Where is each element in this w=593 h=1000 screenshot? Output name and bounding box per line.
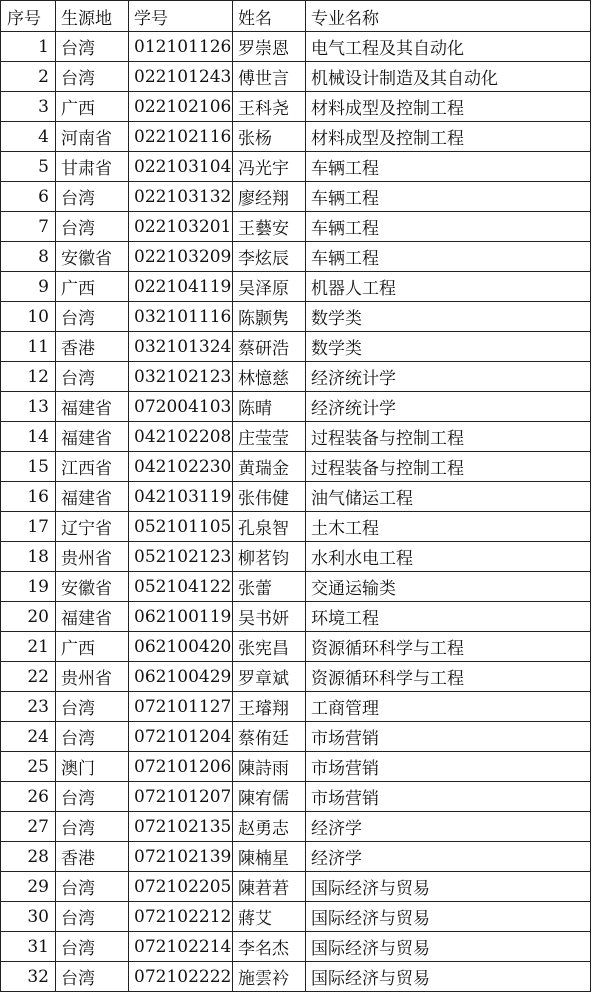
cell-name: 蔡研浩	[233, 332, 306, 362]
cell-student-id: 062100429	[129, 662, 233, 692]
table-row	[1, 902, 591, 932]
cell-student-id: 052104122	[129, 572, 233, 602]
cell-origin: 福建省	[56, 422, 129, 452]
cell-name: 冯光宇	[233, 152, 306, 182]
cell-name: 赵勇志	[233, 812, 306, 842]
cell-name: 王藝安	[233, 212, 306, 242]
cell-name: 林憶慈	[233, 362, 306, 392]
cell-index: 32	[1, 962, 56, 992]
table-row	[1, 782, 591, 812]
cell-index: 3	[1, 92, 56, 122]
cell-name: 王科尧	[233, 92, 306, 122]
cell-name: 张伟健	[233, 482, 306, 512]
cell-student-id: 072101127	[129, 692, 233, 722]
cell-index: 15	[1, 452, 56, 482]
cell-origin: 江西省	[56, 452, 129, 482]
cell-origin: 河南省	[56, 122, 129, 152]
cell-index: 2	[1, 62, 56, 92]
cell-name: 孔泉智	[233, 512, 306, 542]
cell-student-id: 072102205	[129, 872, 233, 902]
cell-student-id: 052101105	[129, 512, 233, 542]
cell-origin: 台湾	[56, 872, 129, 902]
cell-major: 环境工程	[306, 602, 591, 632]
cell-student-id: 022104119	[129, 272, 233, 302]
header-name: 姓名	[233, 1, 306, 32]
cell-origin: 辽宁省	[56, 512, 129, 542]
cell-index: 26	[1, 782, 56, 812]
cell-student-id: 072102222	[129, 962, 233, 992]
cell-origin: 甘肃省	[56, 152, 129, 182]
cell-name: 廖经翔	[233, 182, 306, 212]
cell-index: 16	[1, 482, 56, 512]
cell-name: 陳莙莙	[233, 872, 306, 902]
cell-name: 庄莹莹	[233, 422, 306, 452]
cell-origin: 香港	[56, 842, 129, 872]
cell-index: 17	[1, 512, 56, 542]
cell-major: 经济统计学	[306, 362, 591, 392]
cell-index: 30	[1, 902, 56, 932]
cell-index: 31	[1, 932, 56, 962]
cell-major: 经济统计学	[306, 392, 591, 422]
cell-origin: 台湾	[56, 812, 129, 842]
cell-origin: 香港	[56, 332, 129, 362]
cell-name: 王璿翔	[233, 692, 306, 722]
header-student-id: 学号	[129, 1, 233, 32]
cell-index: 7	[1, 212, 56, 242]
cell-major: 车辆工程	[306, 212, 591, 242]
cell-index: 20	[1, 602, 56, 632]
cell-origin: 安徽省	[56, 242, 129, 272]
cell-origin: 广西	[56, 272, 129, 302]
cell-student-id: 062100119	[129, 602, 233, 632]
table-row	[1, 152, 591, 182]
cell-name: 蔡侑廷	[233, 722, 306, 752]
header-row	[1, 1, 591, 32]
cell-major: 水利水电工程	[306, 542, 591, 572]
cell-index: 9	[1, 272, 56, 302]
cell-major: 国际经济与贸易	[306, 902, 591, 932]
table-row	[1, 392, 591, 422]
cell-index: 8	[1, 242, 56, 272]
cell-origin: 台湾	[56, 932, 129, 962]
cell-major: 国际经济与贸易	[306, 872, 591, 902]
cell-name: 陳詩雨	[233, 752, 306, 782]
cell-major: 市场营销	[306, 782, 591, 812]
cell-origin: 福建省	[56, 482, 129, 512]
cell-student-id: 062100420	[129, 632, 233, 662]
cell-student-id: 072101206	[129, 752, 233, 782]
cell-name: 傅世言	[233, 62, 306, 92]
cell-index: 27	[1, 812, 56, 842]
table-row	[1, 242, 591, 272]
cell-origin: 广西	[56, 632, 129, 662]
cell-student-id: 072102212	[129, 902, 233, 932]
cell-major: 资源循环科学与工程	[306, 662, 591, 692]
cell-major: 车辆工程	[306, 152, 591, 182]
cell-name: 陳宥儒	[233, 782, 306, 812]
cell-student-id: 042102230	[129, 452, 233, 482]
table-row	[1, 182, 591, 212]
cell-major: 过程装备与控制工程	[306, 452, 591, 482]
cell-index: 23	[1, 692, 56, 722]
cell-student-id: 042103119	[129, 482, 233, 512]
cell-name: 陳楠星	[233, 842, 306, 872]
cell-student-id: 072004103	[129, 392, 233, 422]
cell-name: 柳茗钧	[233, 542, 306, 572]
cell-major: 车辆工程	[306, 182, 591, 212]
cell-major: 材料成型及控制工程	[306, 122, 591, 152]
table-row	[1, 332, 591, 362]
cell-name: 张蕾	[233, 572, 306, 602]
table-row	[1, 32, 591, 62]
cell-major: 数学类	[306, 302, 591, 332]
cell-student-id: 072102214	[129, 932, 233, 962]
cell-index: 11	[1, 332, 56, 362]
cell-index: 6	[1, 182, 56, 212]
cell-index: 14	[1, 422, 56, 452]
cell-major: 材料成型及控制工程	[306, 92, 591, 122]
table-row	[1, 62, 591, 92]
cell-origin: 台湾	[56, 902, 129, 932]
table-row	[1, 632, 591, 662]
cell-student-id: 022102116	[129, 122, 233, 152]
table-row	[1, 302, 591, 332]
cell-major: 交通运输类	[306, 572, 591, 602]
cell-origin: 安徽省	[56, 572, 129, 602]
cell-name: 罗章斌	[233, 662, 306, 692]
table-row	[1, 722, 591, 752]
table-row	[1, 872, 591, 902]
table-row	[1, 962, 591, 992]
cell-student-id: 032101324	[129, 332, 233, 362]
table-body	[1, 32, 591, 992]
cell-name: 黄瑞金	[233, 452, 306, 482]
cell-index: 29	[1, 872, 56, 902]
cell-index: 25	[1, 752, 56, 782]
table-row	[1, 662, 591, 692]
cell-origin: 澳门	[56, 752, 129, 782]
cell-origin: 福建省	[56, 602, 129, 632]
cell-major: 市场营销	[306, 752, 591, 782]
cell-major: 机器人工程	[306, 272, 591, 302]
cell-origin: 广西	[56, 92, 129, 122]
cell-origin: 贵州省	[56, 662, 129, 692]
cell-major: 经济学	[306, 842, 591, 872]
table-row	[1, 422, 591, 452]
cell-student-id: 022103104	[129, 152, 233, 182]
cell-index: 18	[1, 542, 56, 572]
cell-origin: 台湾	[56, 362, 129, 392]
cell-student-id: 072102139	[129, 842, 233, 872]
cell-major: 电气工程及其自动化	[306, 32, 591, 62]
header-origin: 生源地	[56, 1, 129, 32]
cell-student-id: 022103209	[129, 242, 233, 272]
cell-student-id: 022101243	[129, 62, 233, 92]
table-row	[1, 602, 591, 632]
cell-index: 10	[1, 302, 56, 332]
cell-name: 陈颢隽	[233, 302, 306, 332]
cell-major: 市场营销	[306, 722, 591, 752]
cell-origin: 台湾	[56, 692, 129, 722]
cell-index: 4	[1, 122, 56, 152]
cell-student-id: 022103201	[129, 212, 233, 242]
cell-index: 12	[1, 362, 56, 392]
cell-major: 油气储运工程	[306, 482, 591, 512]
cell-name: 施雲衿	[233, 962, 306, 992]
table-row	[1, 362, 591, 392]
cell-name: 吴书妍	[233, 602, 306, 632]
cell-index: 22	[1, 662, 56, 692]
cell-index: 24	[1, 722, 56, 752]
cell-major: 过程装备与控制工程	[306, 422, 591, 452]
cell-student-id: 032101116	[129, 302, 233, 332]
table-row	[1, 542, 591, 572]
table-row	[1, 452, 591, 482]
cell-student-id: 042102208	[129, 422, 233, 452]
cell-index: 28	[1, 842, 56, 872]
cell-origin: 台湾	[56, 182, 129, 212]
cell-origin: 台湾	[56, 62, 129, 92]
header-major: 专业名称	[306, 1, 591, 32]
cell-student-id: 072101207	[129, 782, 233, 812]
cell-origin: 福建省	[56, 392, 129, 422]
cell-origin: 台湾	[56, 962, 129, 992]
cell-major: 经济学	[306, 812, 591, 842]
cell-name: 李炫辰	[233, 242, 306, 272]
table-row	[1, 122, 591, 152]
table-row	[1, 752, 591, 782]
cell-index: 21	[1, 632, 56, 662]
cell-student-id: 022102106	[129, 92, 233, 122]
cell-index: 5	[1, 152, 56, 182]
table-row	[1, 212, 591, 242]
cell-index: 13	[1, 392, 56, 422]
cell-student-id: 052102123	[129, 542, 233, 572]
cell-origin: 台湾	[56, 32, 129, 62]
cell-student-id: 012101126	[129, 32, 233, 62]
header-index: 序号	[1, 1, 56, 32]
cell-name: 张杨	[233, 122, 306, 152]
cell-index: 1	[1, 32, 56, 62]
cell-major: 土木工程	[306, 512, 591, 542]
cell-major: 国际经济与贸易	[306, 962, 591, 992]
cell-origin: 台湾	[56, 212, 129, 242]
table-row	[1, 842, 591, 872]
cell-major: 国际经济与贸易	[306, 932, 591, 962]
table-row	[1, 512, 591, 542]
table-row	[1, 482, 591, 512]
table-row	[1, 272, 591, 302]
table-row	[1, 92, 591, 122]
cell-major: 车辆工程	[306, 242, 591, 272]
table-row	[1, 812, 591, 842]
cell-student-id: 072102135	[129, 812, 233, 842]
cell-major: 数学类	[306, 332, 591, 362]
cell-name: 李名杰	[233, 932, 306, 962]
cell-student-id: 072101204	[129, 722, 233, 752]
cell-origin: 贵州省	[56, 542, 129, 572]
cell-major: 资源循环科学与工程	[306, 632, 591, 662]
table-row	[1, 932, 591, 962]
cell-student-id: 022103132	[129, 182, 233, 212]
cell-name: 张宪昌	[233, 632, 306, 662]
table-row	[1, 692, 591, 722]
cell-index: 19	[1, 572, 56, 602]
cell-major: 工商管理	[306, 692, 591, 722]
cell-origin: 台湾	[56, 722, 129, 752]
table-row	[1, 572, 591, 602]
cell-student-id: 032102123	[129, 362, 233, 392]
cell-origin: 台湾	[56, 782, 129, 812]
cell-name: 吴泽原	[233, 272, 306, 302]
cell-name: 罗崇恩	[233, 32, 306, 62]
cell-origin: 台湾	[56, 302, 129, 332]
cell-major: 机械设计制造及其自动化	[306, 62, 591, 92]
table-header	[1, 1, 591, 32]
cell-name: 蔣艾	[233, 902, 306, 932]
cell-name: 陈晴	[233, 392, 306, 422]
